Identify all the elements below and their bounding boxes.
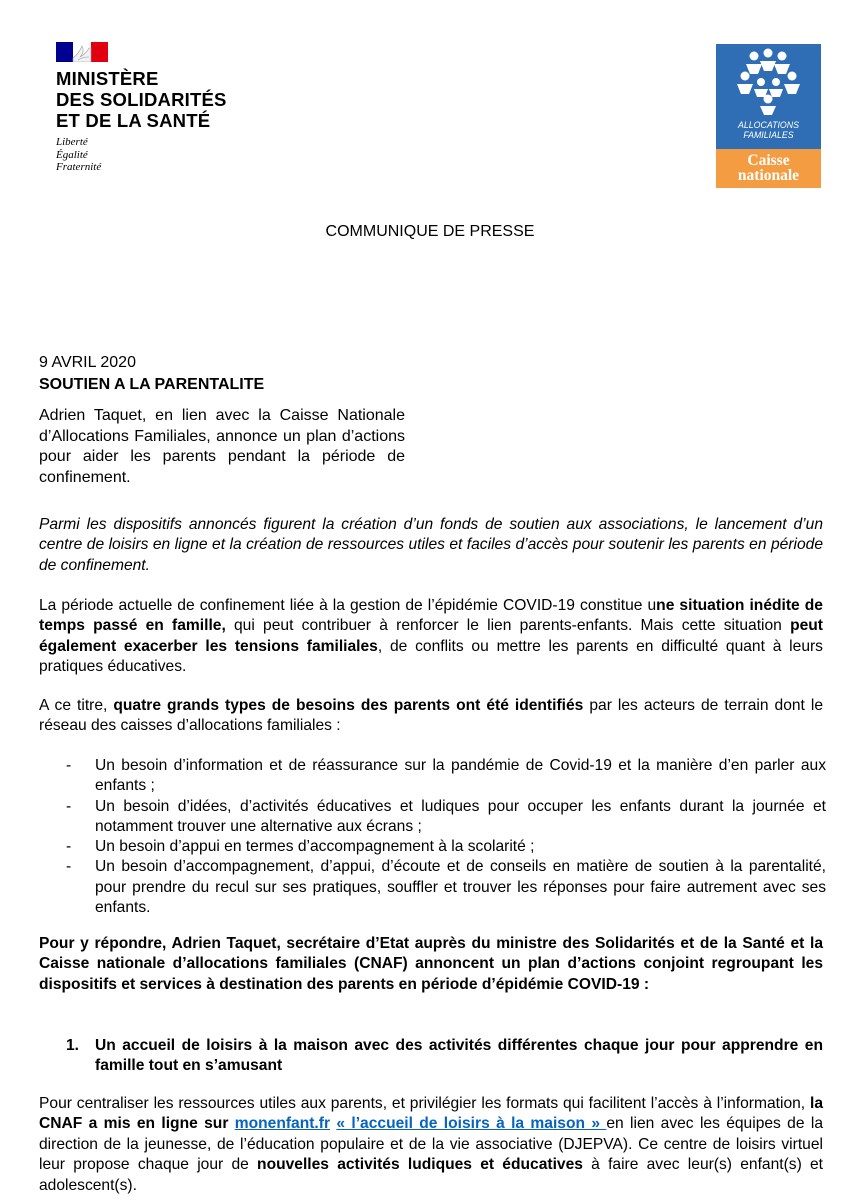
context-text-1: La période actuelle de confinement liée à la gestion de l’épidémie COVID-19 constitue u [39,597,657,614]
list-item [66,756,826,797]
monenfant-link[interactable]: monenfant.fr [234,1115,331,1133]
ministry-name-line-3: ET DE LA SANTÉ [56,110,211,131]
heading-text: Un accueil de loisirs à la maison avec des activités différentes chaque jour pour apprendre en famille tout en s’amusant [95,1037,823,1075]
motto-egalite: Égalité [56,148,88,161]
intro-paragraph: Adrien Taquet, en lien avec la Caisse Nationale d’Allocations Familiales, annonce un plan d’actions pour aider les parents pendant la période de confinement. [39,407,405,486]
resources-text-2: en lien avec les équipes de la direction de la jeunesse, de l’éducation populaire et de la vie associative (DJEPVA). Ce centre de loisirs virtuel leur propose chaque jour de [39,1115,823,1174]
document-date: 9 AVRIL 2020 [39,354,136,371]
resources-text-3: à faire avec leur(s) enfant(s) et adolescent(s). [39,1156,824,1194]
caf-logo-line-1: ALLOCATIONS [738,120,799,130]
republic-motto [56,136,227,174]
caf-logo [716,44,821,188]
needs-intro-text-2: par les acteurs de terrain dont le réseau des caisses d’allocations familiales : [39,697,824,735]
caf-logo-orange-block [716,149,821,188]
caf-logo-text [716,120,821,140]
accueil-loisirs-link[interactable]: « l’accueil de loisirs à la maison » [336,1115,607,1133]
marianne-flag-icon [56,42,108,62]
caf-logo-blue-block [716,44,821,149]
list-item [66,797,826,838]
document-subject: SOUTIEN A LA PARENTALITE [39,376,265,393]
needs-intro-text-1: A ce titre, [39,697,114,714]
numbered-heading-1 [66,1036,823,1077]
list-dash: - [66,797,72,815]
caf-logo-line-4: nationale [737,167,800,184]
need-text: Un besoin d’accompagnement, d’appui, d’écoute et de conseils en matière de soutien à la parentalité, pour prendre du recul sur ses pratiques, souffler et trouver les réponses pour faire autrement avec ses enfants. [95,858,826,917]
heading-number: 1. [66,1037,80,1054]
motto-fraternite: Fraternité [56,161,102,173]
need-text: Un besoin d’appui en termes d’accompagnement à la scolarité ; [95,838,535,856]
action-plan-paragraph: Pour y répondre, Adrien Taquet, secrétaire d’Etat auprès du ministre des Solidarités et de la Santé et la Caisse nationale d’allocations familiales (CNAF) annoncent un plan d’actions conjoint regroupant les dispositifs et services à destination des parents en période d’épidémie COVID-19 : [39,935,823,993]
list-dash: - [66,757,72,774]
document-title: COMMUNIQUE DE PRESSE [325,223,535,240]
resources-bold-2: nouvelles activités ludiques et éducatives [257,1156,583,1174]
caf-people-icon [716,44,821,118]
chapo-paragraph: Parmi les dispositifs annoncés figurent la création d’un fonds de soutien aux associations, le lancement d’un centre de loisirs en ligne et la création de ressources utiles et faciles d’accès pour soutenir les parents en période de confinement. [39,516,823,574]
list-item [66,857,826,918]
ministry-name-line-2: DES SOLIDARITÉS [56,89,227,110]
needs-list [66,756,826,918]
motto-liberte: Liberté [56,136,88,148]
needs-intro-paragraph [39,696,823,737]
context-bold-2: peut également exacerber les tensions familiales [39,617,823,655]
list-dash: - [66,858,72,876]
context-text-2: qui peut contribuer à renforcer le lien parents-enfants. Mais cette situation [225,617,791,635]
need-text: Un besoin d’idées, d’activités éducatives et ludiques pour occuper les enfants durant la journée et notamment trouver une alternative aux écrans ; [95,797,826,835]
context-paragraph [39,596,823,678]
needs-intro-bold: quatre grands types de besoins des parents ont été identifiés [113,697,584,714]
resources-bold-1: la CNAF a mis en ligne sur [39,1095,823,1133]
need-text: Un besoin d’information et de réassurance sur la pandémie de Covid-19 et la manière d’en parler aux enfants ; [95,757,826,795]
resources-text-1: Pour centraliser les ressources utiles aux parents, et privilégier les formats qui facilitent l’accès à l’information, [39,1095,810,1112]
ministry-name-line-1: MINISTÈRE [56,68,159,89]
context-text-3: , de conflits ou mettre les parents en difficulté quant à leurs pratiques éducatives. [39,637,823,676]
ministry-logo [56,42,227,174]
list-item [66,837,826,857]
caf-logo-line-2: FAMILIALES [743,130,794,140]
list-dash: - [66,838,72,856]
ministry-name [56,68,227,131]
resources-paragraph [39,1094,823,1196]
caf-logo-line-3: Caisse [747,152,790,169]
context-bold-1: ne situation inédite de temps passé en famille, [39,597,823,635]
